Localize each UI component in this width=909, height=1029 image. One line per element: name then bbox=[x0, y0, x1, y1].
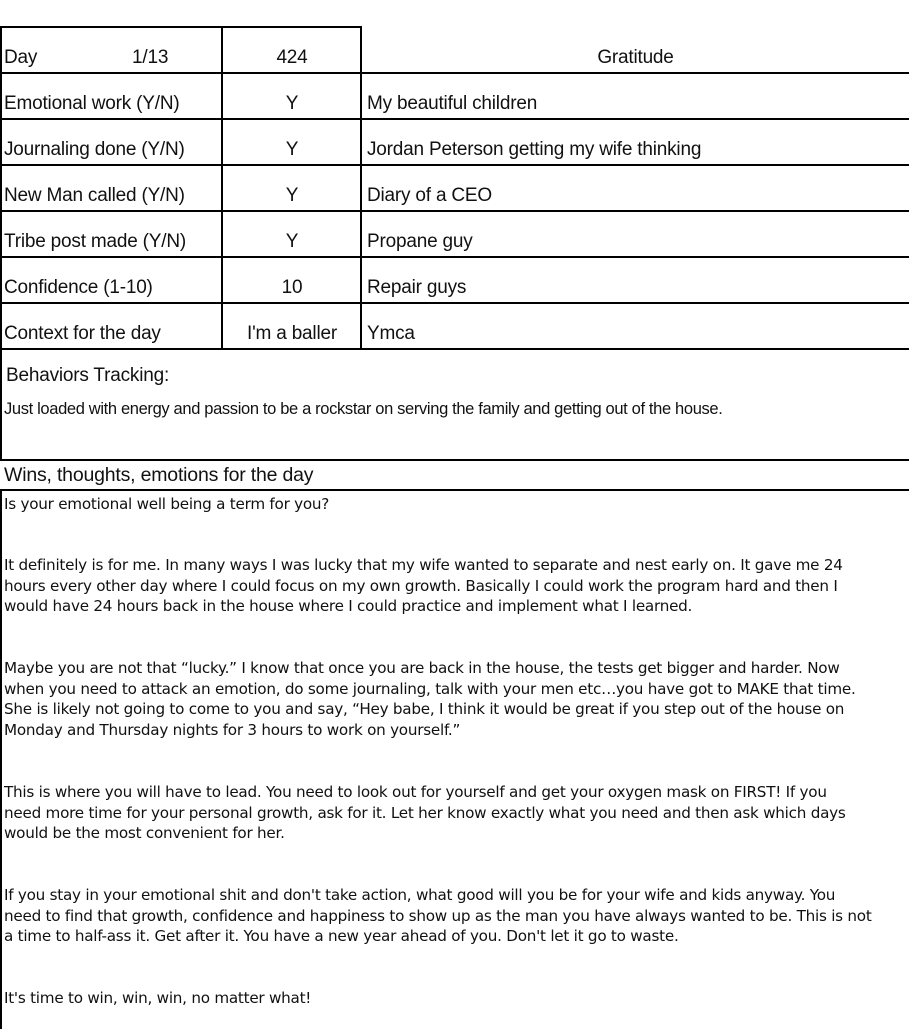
grid-line-row-4 bbox=[0, 210, 909, 212]
day-number[interactable]: 424 bbox=[276, 47, 308, 68]
grid-line-left-bottom bbox=[0, 489, 2, 1029]
grid-line-row-7 bbox=[0, 348, 909, 350]
grid-line-row-2 bbox=[0, 118, 909, 120]
gratitude-item[interactable]: Repair guys bbox=[367, 277, 467, 298]
row-value-emotional-work[interactable]: Y bbox=[285, 93, 299, 114]
grid-line-row-6 bbox=[0, 302, 909, 304]
grid-line-left-top bbox=[0, 26, 2, 460]
row-label-emotional-work: Emotional work (Y/N) bbox=[4, 93, 180, 114]
wins-paragraph[interactable]: This is where you will have to lead. You need to look out for yourself and get your oxygen mask on FIRST! If you need more time for your personal growth, ask for it. Let her know exactly what you need and then ask which days would be the most convenient for her. bbox=[4, 783, 846, 843]
date-value[interactable]: 1/13 bbox=[132, 47, 169, 68]
gratitude-item[interactable]: Ymca bbox=[367, 323, 415, 344]
row-value-context[interactable]: I'm a baller bbox=[247, 323, 337, 344]
wins-paragraph[interactable]: It's time to win, win, win, no matter what! bbox=[4, 989, 312, 1007]
row-label-context: Context for the day bbox=[4, 323, 161, 344]
grid-line-top bbox=[0, 26, 362, 28]
row-value-tribe-post[interactable]: Y bbox=[285, 231, 299, 252]
gratitude-item[interactable]: Jordan Peterson getting my wife thinking bbox=[367, 139, 702, 160]
wins-paragraph[interactable]: Maybe you are not that “lucky.” I know that once you are back in the house, the tests get bigger and harder. Now when you need to attack an emotion, do some journaling, talk with your men etc…you have got to MAKE that time. She is likely not going to come to you and say, “Hey babe, I think it would be great if you step out of the house on Monday and Thursday nights for 3 hours to work on yourself.” bbox=[4, 659, 856, 739]
wins-title: Wins, thoughts, emotions for the day bbox=[4, 464, 314, 486]
row-label-journaling: Journaling done (Y/N) bbox=[4, 139, 185, 160]
gratitude-item[interactable]: Propane guy bbox=[367, 231, 473, 252]
day-label: Day bbox=[4, 47, 38, 68]
row-value-journaling[interactable]: Y bbox=[285, 139, 299, 160]
gratitude-header: Gratitude bbox=[597, 47, 674, 68]
grid-line-row-5 bbox=[0, 256, 909, 258]
row-label-tribe-post: Tribe post made (Y/N) bbox=[4, 231, 186, 252]
wins-paragraph[interactable]: It definitely is for me. In many ways I was lucky that my wife wanted to separate and nest early on. It gave me 24 hours every other day where I could focus on my own growth. Basically I could work the program hard and then I would have 24 hours back in the house where I could practice and implement what I learned. bbox=[4, 556, 843, 616]
grid-line-behaviors-bottom bbox=[0, 459, 909, 461]
row-label-confidence: Confidence (1-10) bbox=[4, 277, 153, 298]
row-value-confidence[interactable]: 10 bbox=[281, 277, 303, 298]
grid-line-row-3 bbox=[0, 164, 909, 166]
wins-paragraph[interactable]: Is your emotional well being a term for you? bbox=[4, 495, 330, 513]
grid-line-wins-header-bottom bbox=[0, 489, 909, 491]
behaviors-title: Behaviors Tracking: bbox=[6, 365, 170, 386]
wins-paragraph[interactable]: If you stay in your emotional shit and don't take action, what good will you be for your wife and kids anyway. You need to find that growth, confidence and happiness to show up as the man you have always wanted to be. This is not a time to half-ass it. Get after it. You have a new year ahead of you. Don't let it go to waste. bbox=[4, 886, 872, 946]
row-label-new-man-called: New Man called (Y/N) bbox=[4, 185, 185, 206]
grid-line-row-1 bbox=[0, 72, 909, 74]
gratitude-item[interactable]: Diary of a CEO bbox=[367, 185, 492, 206]
gratitude-item[interactable]: My beautiful children bbox=[367, 93, 538, 114]
behaviors-text[interactable]: Just loaded with energy and passion to be a rockstar on serving the family and getting out of the house. bbox=[4, 400, 723, 418]
row-value-new-man-called[interactable]: Y bbox=[285, 185, 299, 206]
